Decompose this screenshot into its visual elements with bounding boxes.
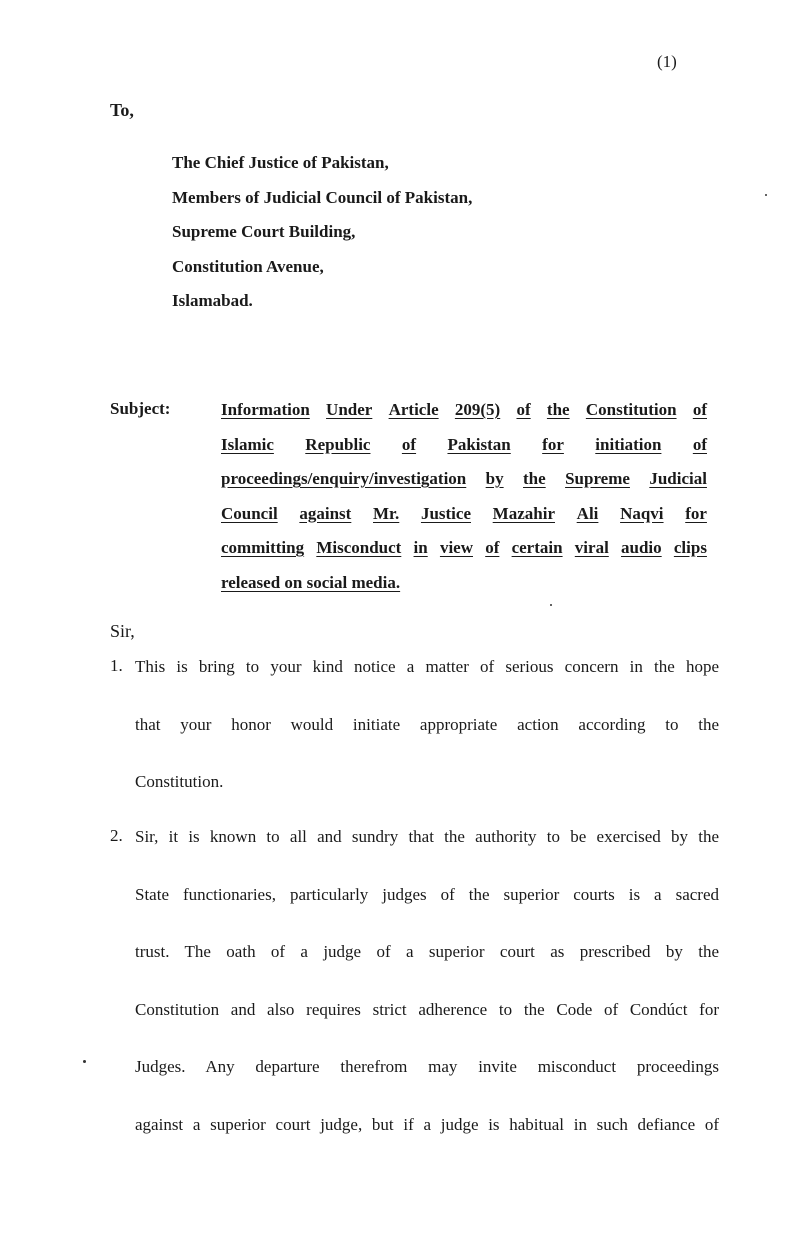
subject-word: against: [299, 503, 352, 523]
paragraph-body: [135, 656, 719, 829]
subject-word: of: [401, 434, 417, 454]
subject-word: audio: [621, 538, 662, 557]
subject-word: for: [685, 503, 707, 523]
paragraph-line: State functionaries, particularly judges of the superior courts is a sacred: [135, 884, 719, 904]
subject-word: Judicial: [649, 469, 707, 488]
recipient-address: [172, 146, 472, 319]
subject-word: Constitution: [585, 400, 677, 419]
scan-speck: [765, 194, 767, 196]
subject-word: Under: [326, 400, 373, 419]
subject-word: certain: [511, 538, 563, 557]
subject-label: Subject:: [110, 399, 171, 418]
paragraph-line: trust. The oath of a judge of a superior court as prescribed by the: [135, 942, 719, 961]
subject-word: by: [485, 469, 504, 488]
subject-word: Article: [388, 400, 439, 419]
subject-word: Mazahir: [492, 503, 555, 523]
subject-word: for: [542, 434, 564, 454]
subject-word: of: [692, 400, 707, 419]
subject-word: Ali: [576, 503, 599, 523]
subject-word: Republic: [305, 434, 371, 454]
subject-word: in: [413, 538, 428, 557]
address-line: Supreme Court Building,: [172, 222, 356, 241]
subject-word: Misconduct: [316, 538, 402, 557]
subject-line: [221, 434, 707, 469]
subject-word: Pakistan: [447, 434, 511, 454]
address-line: Constitution Avenue,: [172, 256, 324, 276]
subject-word: the: [546, 400, 570, 419]
paragraph-number: 1.: [110, 656, 123, 675]
subject-word: Mr.: [373, 503, 400, 523]
paragraph-line: Constitution.: [135, 772, 224, 791]
paragraph-line: against a superior court judge, but if a judge is habitual in such defiance of: [135, 1114, 719, 1134]
subject-line: [221, 468, 707, 503]
to-label: To,: [110, 100, 134, 120]
subject-word: viral: [574, 538, 609, 557]
paragraph-line: Constitution and also requires strict adherence to the Code of Condúct for: [135, 999, 719, 1019]
scan-speck: [550, 604, 552, 606]
paragraph-line: Sir, it is known to all and sundry that the authority to be exercised by the: [135, 827, 719, 846]
subject-word: Information: [221, 400, 310, 419]
subject-word: Islamic: [221, 434, 274, 454]
paragraph-number: 2.: [110, 826, 123, 845]
subject-text: [221, 399, 707, 606]
subject-line: released on social media.: [221, 572, 401, 592]
subject-word: initiation: [595, 434, 662, 454]
subject-word: clips: [673, 538, 707, 557]
page-number: (1): [657, 52, 677, 71]
subject-word: view: [439, 538, 473, 557]
paragraph-line: that your honor would initiate appropriate action according to the: [135, 714, 719, 734]
address-line: Members of Judicial Council of Pakistan,: [172, 187, 473, 207]
subject-line: [221, 399, 707, 434]
paragraph-line: Judges. Any departure therefrom may invite misconduct proceedings: [135, 1057, 719, 1076]
subject-word: Justice: [420, 503, 471, 523]
subject-word: of: [516, 400, 531, 419]
subject-word: proceedings/enquiry/investigation: [221, 469, 467, 488]
scan-speck: [83, 1060, 86, 1063]
subject-word: Supreme: [565, 469, 630, 488]
subject-line: [221, 537, 707, 572]
subject-word: of: [485, 538, 500, 557]
subject-word: of: [692, 434, 707, 454]
address-line: Islamabad.: [172, 291, 253, 310]
paragraph-line: This is bring to your kind notice a matter of serious concern in the hope: [135, 657, 719, 676]
subject-word: committing: [221, 538, 305, 557]
subject-word: 209(5): [454, 400, 501, 419]
paragraph-body: [135, 826, 719, 1171]
subject-word: the: [523, 469, 546, 488]
address-line: The Chief Justice of Pakistan,: [172, 153, 389, 172]
salutation: Sir,: [110, 621, 135, 641]
subject-word: Naqvi: [620, 503, 664, 523]
subject-line: [221, 503, 707, 538]
subject-word: Council: [221, 503, 278, 523]
